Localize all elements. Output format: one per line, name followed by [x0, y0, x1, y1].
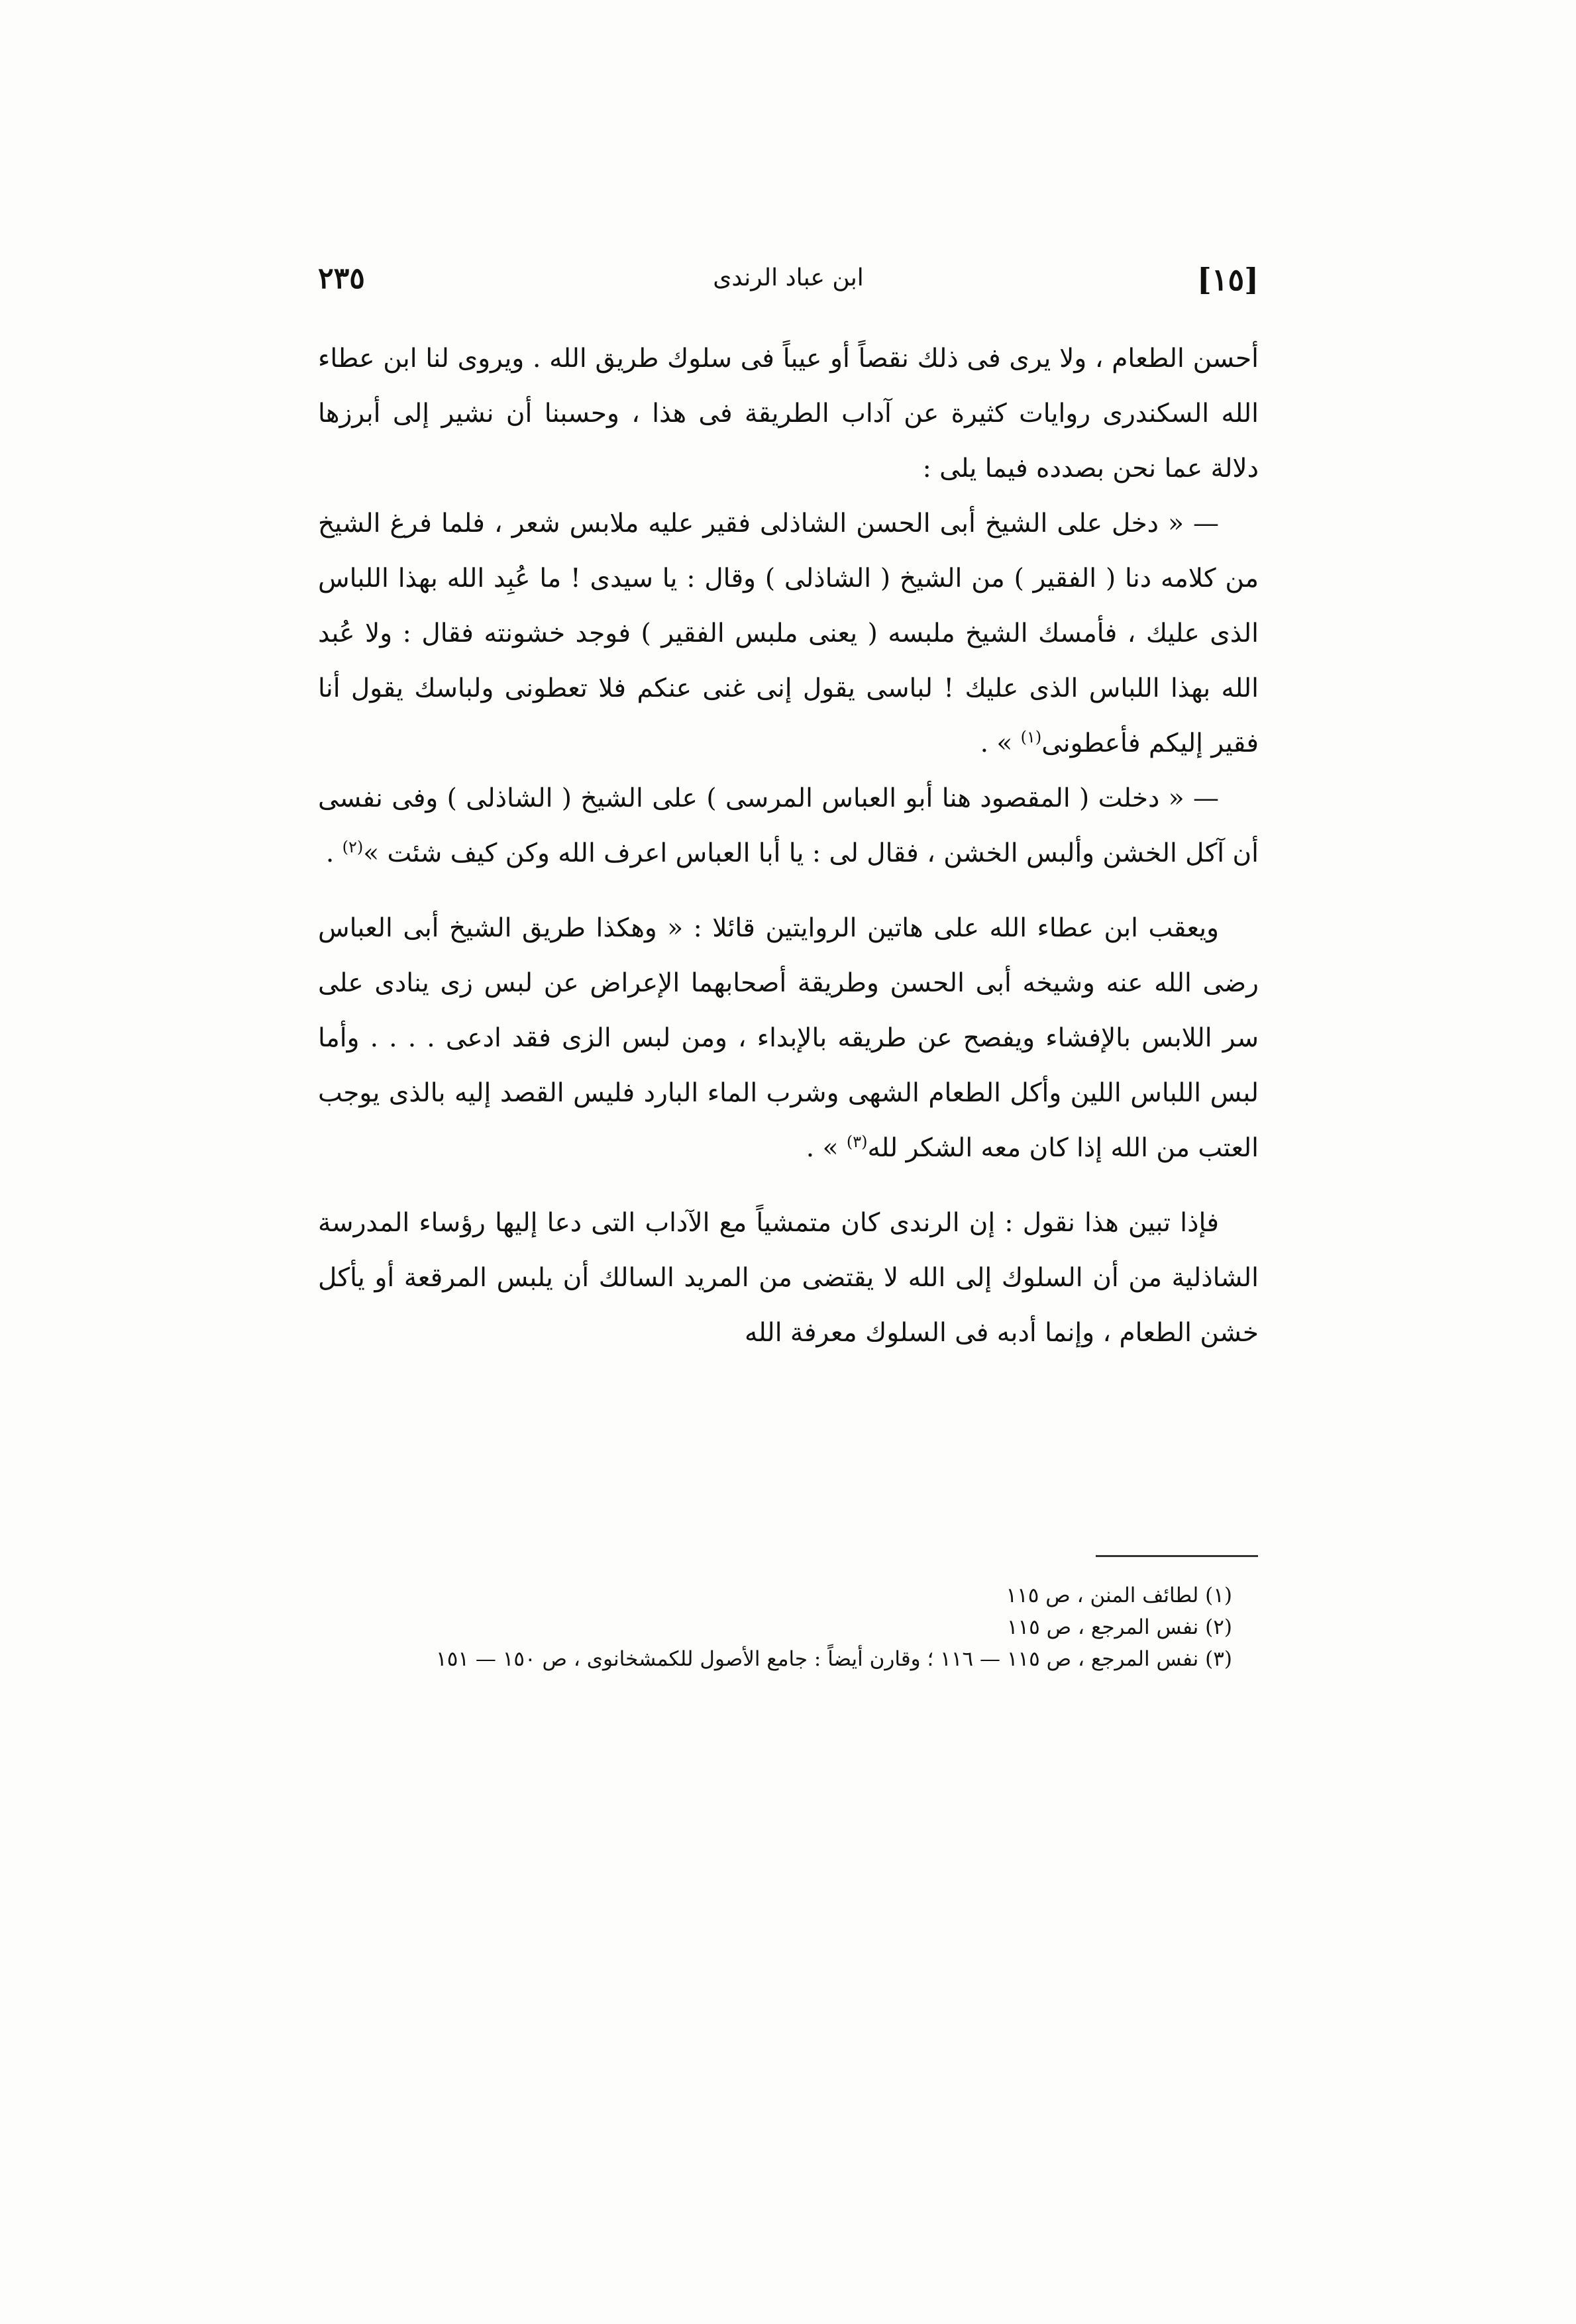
- paragraph-2-text: — « دخل على الشيخ أبى الحسن الشاذلى فقير عليه ملابس شعر ، فلما فرغ الشيخ من كلامه دنا ( الفقير ) من الشيخ ( الشاذلى ) وقال : يا سيدى ! ما عُبِد الله بهذا اللباس الذى عليك ، فأمسك الشيخ ملبسه ( يعنى ملبس الفقير ) فوجد خشونته فقال : ولا عُبد الله بهذا اللباس الذى عليك ! لباسى يقول إنى غنى عنكم فلا تعطونى ولباسك يقول أنا فقير إليكم فأعطونى: [318, 509, 1259, 758]
- footnote-divider: [1096, 1555, 1258, 1557]
- paragraph-4-end: » .: [806, 1133, 847, 1163]
- section-mark: [١٥]: [1197, 262, 1259, 297]
- footnote-1: (١) لطائف المنن ، ص ١١٥: [1006, 1584, 1232, 1607]
- page-header: [318, 262, 1259, 308]
- paragraph-4-text: ويعقب ابن عطاء الله على هاتين الروايتين قائلا : « وهكذا طريق الشيخ أبى العباس رضى الله عنه وشيخه أبى الحسن وطريقة أصحابهما الإعراض عن لبس زى ينادى على سر اللابس بالإفشاء ويفصح عن طريقه بالإبداء ، ومن لبس الزى فقد ادعى . . . . وأما لبس اللباس اللين وأكل الطعام الشهى وشرب الماء البارد فليس القصد إليه بالذى يوجب العتب من الله إذا كان معه الشكر لله: [318, 913, 1259, 1163]
- footnote-3: (٣) نفس المرجع ، ص ١١٥ — ١١٦ ؛ وقارن أيضاً : جامع الأصول للكمشخانوى ، ص ١٥٠ — ١٥١: [436, 1647, 1232, 1671]
- main-text: [318, 331, 1259, 1360]
- footnote-2: (٢) نفس المرجع ، ص ١١٥: [1006, 1615, 1232, 1639]
- running-title: ابن عباد الرندى: [713, 264, 864, 291]
- footnotes: [318, 1580, 1259, 1675]
- footnote-ref-1: (١): [1020, 728, 1042, 746]
- page-number: ٢٣٥: [318, 262, 365, 295]
- paragraph-3-end: .: [325, 838, 342, 868]
- paragraph-5: فإذا تبين هذا نقول : إن الرندى كان متمشياً مع الآداب التى دعا إليها رؤساء المدرسة الشاذلية من أن السلوك إلى الله لا يقتضى من المريد السالك أن يلبس المرقعة أو يأكل خشن الطعام ، وإنما أدبه فى السلوك معرفة الله: [318, 1208, 1259, 1348]
- paragraph-3: [318, 771, 1259, 881]
- paragraph-2: [318, 496, 1259, 771]
- footnote-ref-2: (٢): [342, 838, 364, 856]
- paragraph-1: أحسن الطعام ، ولا يرى فى ذلك نقصاً أو عيباً فى سلوك طريق الله . ويروى لنا ابن عطاء الله السكندرى روايات كثيرة عن آداب الطريقة فى هذا ، وحسبنا أن نشير إلى أبرزها دلالة عما نحن بصدده فيما يلى :: [318, 344, 1259, 483]
- footnote-ref-3: (٣): [846, 1133, 868, 1151]
- paragraph-3-text: — « دخلت ( المقصود هنا أبو العباس المرسى ) على الشيخ ( الشاذلى ) وفى نفسى أن آكل الخشن وألبس الخشن ، فقال لى : يا أبا العباس اعرف الله وكن كيف شئت »: [318, 783, 1259, 868]
- paragraph-4: [318, 901, 1259, 1176]
- paragraph-2-end: » .: [980, 729, 1021, 758]
